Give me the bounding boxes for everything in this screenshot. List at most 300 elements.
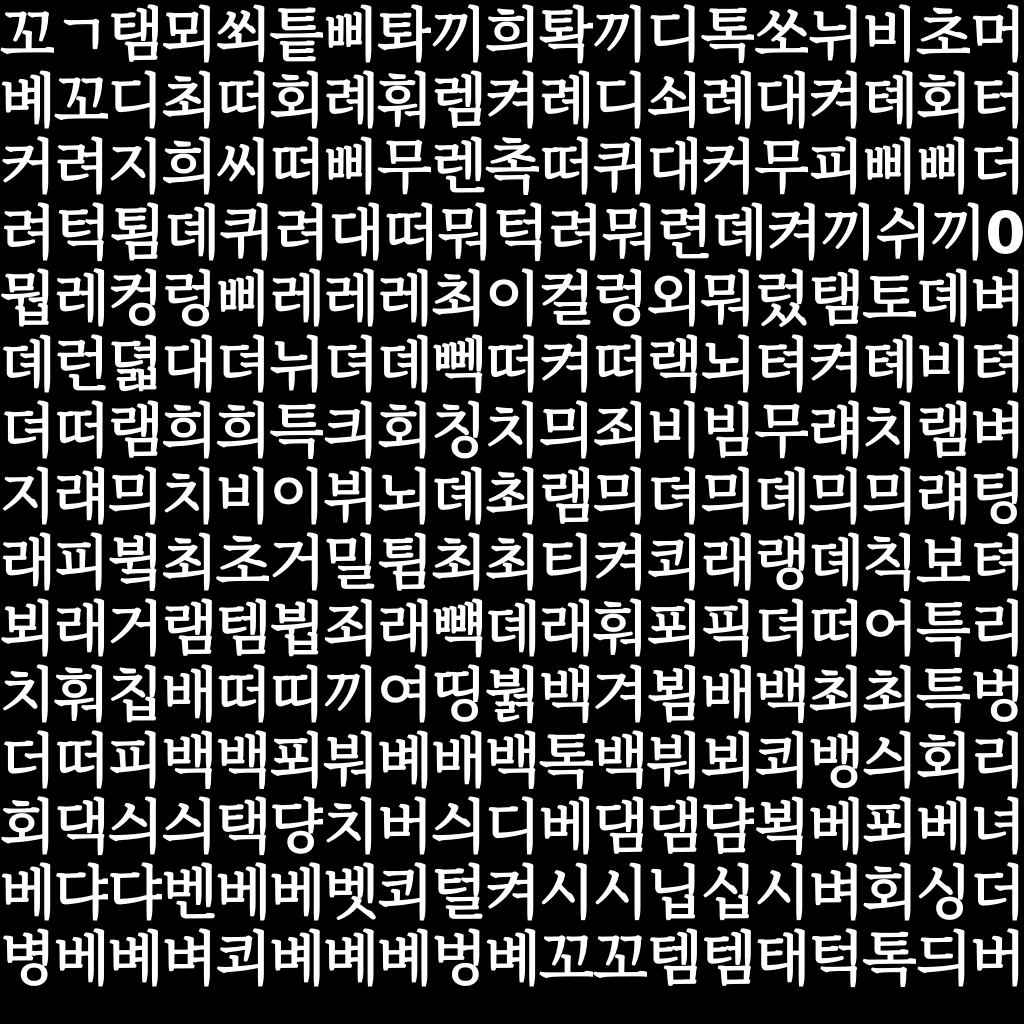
glyph-cell: 탬 [808, 266, 863, 332]
glyph-cell: 떠 [538, 134, 593, 200]
glyph-cell: 련 [656, 200, 711, 266]
glyph-row [0, 134, 1024, 200]
glyph-cell: 벳 [323, 860, 378, 926]
glyph-cell: 칩 [107, 662, 162, 728]
glyph-cell: 램 [107, 398, 162, 464]
glyph-cell: 끼 [821, 200, 876, 266]
glyph-row [0, 398, 1024, 464]
glyph-cell: 택 [215, 794, 270, 860]
glyph-cell: 볘 [323, 926, 378, 992]
glyph-cell: 럐 [53, 464, 108, 530]
glyph-cell: 병 [0, 926, 54, 992]
glyph-cell: 치 [161, 464, 216, 530]
glyph-cell: 베 [53, 926, 108, 992]
glyph-cell: 쇠 [646, 68, 701, 134]
glyph-cell: 뉘 [808, 2, 863, 68]
glyph-cell: 최 [485, 530, 539, 596]
glyph-cell: 례 [538, 68, 593, 134]
glyph-cell: 닙 [646, 860, 701, 926]
glyph-cell: 여 [377, 662, 432, 728]
glyph-cell: 턱 [55, 200, 110, 266]
glyph-cell: 뭡 [0, 266, 54, 332]
glyph-cell: 디 [592, 68, 647, 134]
glyph-cell: 켜 [808, 68, 863, 134]
glyph-cell: 리 [970, 728, 1024, 794]
glyph-cell: 이 [269, 464, 324, 530]
glyph-cell: 뎨 [754, 464, 809, 530]
glyph-cell: 푀 [269, 728, 324, 794]
glyph-cell: 볘 [377, 728, 432, 794]
glyph-cell: 디 [646, 2, 701, 68]
glyph-cell: 희 [161, 398, 216, 464]
glyph-cell: 거 [269, 530, 324, 596]
glyph-cell: 퀴 [592, 134, 647, 200]
glyph-cell: 베 [916, 794, 971, 860]
glyph-cell: 백 [592, 728, 647, 794]
glyph-cell: 래 [53, 596, 108, 662]
glyph-cell: 대 [328, 200, 383, 266]
glyph-cell: 템 [700, 926, 755, 992]
glyph-cell: 램 [538, 464, 593, 530]
glyph-cell: 렘 [431, 68, 486, 134]
glyph-cell: 렁 [592, 266, 647, 332]
glyph-cell: 떠 [215, 662, 270, 728]
glyph-cell: 떠 [53, 398, 108, 464]
glyph-cell: 커 [0, 134, 54, 200]
glyph-cell: 버 [970, 926, 1024, 992]
glyph-cell: 래 [0, 530, 54, 596]
glyph-cell: 비 [862, 2, 917, 68]
glyph-cell: 톄 [862, 332, 917, 398]
glyph-cell: 꼬 [53, 68, 108, 134]
glyph-cell: 쾨 [754, 728, 809, 794]
glyph-cell: 톄 [862, 68, 917, 134]
glyph-cell: 시 [538, 860, 593, 926]
glyph-cell: 토 [862, 266, 917, 332]
glyph-cell: 뎨 [916, 266, 971, 332]
glyph-row [0, 332, 1024, 398]
glyph-cell: 팅 [970, 464, 1024, 530]
glyph-cell: ㄱ [53, 2, 108, 68]
glyph-cell: 텨 [970, 530, 1024, 596]
glyph-cell: 뭐 [602, 200, 657, 266]
glyph-cell: 튐 [377, 530, 432, 596]
glyph-cell: 지 [107, 134, 162, 200]
glyph-cell: 백 [538, 662, 593, 728]
glyph-cell: 래 [700, 530, 755, 596]
glyph-cell: 최 [161, 68, 216, 134]
glyph-cell: 템 [215, 596, 270, 662]
glyph-cell: 툄 [109, 200, 164, 266]
glyph-cell: 치 [323, 794, 378, 860]
glyph-cell: 레 [377, 266, 432, 332]
glyph-cell: 최 [808, 662, 863, 728]
glyph-cell: 백 [215, 728, 270, 794]
glyph-cell: 떠 [53, 728, 108, 794]
glyph-cell: 녀 [970, 794, 1024, 860]
glyph-cell: 훠 [377, 68, 432, 134]
glyph-cell: 지 [0, 464, 54, 530]
glyph-row [0, 530, 1024, 596]
glyph-cell: 려 [0, 200, 55, 266]
glyph-cell: 뎌 [646, 464, 701, 530]
glyph-cell: 뵘 [646, 662, 701, 728]
glyph-cell: 벼 [808, 860, 863, 926]
glyph-cell: 태 [754, 926, 809, 992]
glyph-cell: 톡 [862, 926, 917, 992]
glyph-cell: 뎨 [711, 200, 766, 266]
glyph-cell: 베 [808, 794, 863, 860]
glyph-cell: 렌 [431, 134, 486, 200]
glyph-row [0, 860, 1024, 926]
glyph-cell: 뻭 [431, 332, 486, 398]
glyph-cell: 피 [808, 134, 863, 200]
glyph-cell: 랭 [754, 530, 809, 596]
glyph-cell: 희 [215, 398, 270, 464]
glyph-cell: 믜 [107, 464, 162, 530]
glyph-cell: 거 [107, 596, 162, 662]
glyph-cell: 려 [273, 200, 328, 266]
glyph-cell: 텨 [970, 332, 1024, 398]
glyph-cell: 백 [161, 728, 216, 794]
glyph-cell: 회 [377, 398, 432, 464]
glyph-cell: 대 [754, 68, 809, 134]
glyph-cell: 비 [916, 332, 971, 398]
glyph-cell: 뵈 [0, 596, 54, 662]
glyph-cell: 볘 [485, 926, 539, 992]
glyph-cell: 배 [161, 662, 216, 728]
glyph-cell: 뵉 [754, 794, 809, 860]
glyph-cell: 댜 [107, 860, 162, 926]
glyph-cell: 더 [970, 860, 1024, 926]
glyph-cell: 럐 [916, 464, 971, 530]
glyph-cell: 버 [377, 794, 432, 860]
glyph-cell: 싀 [431, 794, 486, 860]
glyph-cell: 믜 [862, 464, 917, 530]
glyph-cell: 뺵 [431, 596, 486, 662]
glyph-cell: 어 [862, 596, 917, 662]
glyph-cell: 램 [916, 398, 971, 464]
glyph-cell: 초 [215, 530, 270, 596]
glyph-cell: 칭 [431, 398, 486, 464]
glyph-row [0, 464, 1024, 530]
glyph-cell: 푀 [862, 794, 917, 860]
glyph-cell: 시 [592, 860, 647, 926]
glyph-cell: 대 [646, 134, 701, 200]
glyph-row [0, 662, 1024, 728]
glyph-row [0, 200, 1024, 266]
glyph-cell: 볘 [377, 926, 432, 992]
glyph-cell: 켜 [538, 332, 593, 398]
glyph-cell: 특 [916, 596, 971, 662]
glyph-cell: 픽 [700, 596, 755, 662]
glyph-cell: 푀 [646, 596, 701, 662]
glyph-cell: 겨 [592, 662, 647, 728]
glyph-cell: 댜 [53, 860, 108, 926]
glyph-cell: 꼬 [0, 2, 54, 68]
glyph-cell: 뷥 [269, 596, 324, 662]
glyph-cell: 뎨 [377, 332, 432, 398]
glyph-cell: 뎌 [323, 332, 378, 398]
glyph-cell: 떠 [215, 68, 270, 134]
glyph-cell: 회 [916, 728, 971, 794]
glyph-cell: 비 [646, 398, 701, 464]
glyph-cell: 꼬 [592, 926, 647, 992]
glyph-cell: 배 [431, 728, 486, 794]
glyph-cell: 듸 [916, 926, 971, 992]
glyph-cell: 믜 [808, 464, 863, 530]
glyph-cell: 뎨 [0, 332, 54, 398]
glyph-cell: 텨 [754, 332, 809, 398]
glyph-cell: 턱 [492, 200, 547, 266]
glyph-cell: 떠 [269, 134, 324, 200]
glyph-cell: 떠 [592, 332, 647, 398]
glyph-cell: 쾨 [377, 860, 432, 926]
glyph-cell: 베 [0, 860, 54, 926]
glyph-cell: 삐 [862, 134, 917, 200]
glyph-cell: 컬 [538, 266, 593, 332]
glyph-cell: 컹 [107, 266, 162, 332]
glyph-cell: 뎗 [107, 332, 162, 398]
glyph-cell: 디 [107, 68, 162, 134]
glyph-cell: 치 [0, 662, 54, 728]
glyph-cell: 렀 [754, 266, 809, 332]
glyph-cell: 치 [485, 398, 539, 464]
glyph-cell: 쉬 [875, 200, 930, 266]
glyph-cell: 벼 [161, 926, 216, 992]
glyph-cell: 떠 [383, 200, 438, 266]
glyph-cell: 볘 [269, 926, 324, 992]
glyph-cell: 뉘 [269, 332, 324, 398]
glyph-cell: 회 [916, 68, 971, 134]
glyph-cell: 삐 [215, 266, 270, 332]
glyph-cell: 래 [377, 596, 432, 662]
glyph-cell: 뎌 [754, 596, 809, 662]
glyph-cell: 싀 [862, 728, 917, 794]
glyph-cell: 뎌 [215, 332, 270, 398]
glyph-cell: 쐬 [215, 2, 270, 68]
glyph-cell: 무 [754, 134, 809, 200]
glyph-cell: 톡 [538, 728, 593, 794]
glyph-cell: 빔 [700, 398, 755, 464]
glyph-cell: 치 [862, 398, 917, 464]
glyph-cell: 댁 [53, 794, 108, 860]
glyph-row [0, 794, 1024, 860]
glyph-cell: 뭐 [700, 266, 755, 332]
glyph-cell: 뇌 [377, 464, 432, 530]
glyph-cell: 려 [53, 134, 108, 200]
glyph-cell: 삐 [916, 134, 971, 200]
glyph-cell: 회 [0, 794, 54, 860]
glyph-cell: 떠 [485, 332, 539, 398]
glyph-cell: 털 [431, 860, 486, 926]
glyph-cell: 끼 [431, 2, 486, 68]
glyph-cell: 래 [538, 596, 593, 662]
glyph-cell: 볘 [0, 68, 54, 134]
glyph-cell: 회 [269, 68, 324, 134]
glyph-cell: 최 [862, 662, 917, 728]
glyph-cell: 뫼 [161, 2, 216, 68]
glyph-cell: 뎨 [164, 200, 219, 266]
glyph-cell: 쾨 [215, 926, 270, 992]
glyph-cell: 촉 [485, 134, 539, 200]
glyph-cell: 싀 [107, 794, 162, 860]
glyph-row [0, 2, 1024, 68]
glyph-cell: 시 [754, 860, 809, 926]
glyph-cell: 끼 [323, 662, 378, 728]
glyph-cell: 비 [215, 464, 270, 530]
glyph-cell: 희 [485, 2, 539, 68]
glyph-cell: 믜 [700, 464, 755, 530]
glyph-cell: 피 [53, 530, 108, 596]
glyph-cell: 티 [538, 530, 593, 596]
glyph-cell: 켜 [485, 860, 539, 926]
glyph-cell: 띵 [431, 662, 486, 728]
glyph-row [0, 68, 1024, 134]
glyph-cell: 베 [269, 860, 324, 926]
glyph-cell: 댱 [269, 794, 324, 860]
glyph-cell: 최 [431, 266, 486, 332]
glyph-cell: 더 [0, 728, 54, 794]
glyph-cell: 칙 [862, 530, 917, 596]
glyph-cell: 무 [754, 398, 809, 464]
glyph-cell: 켜 [485, 68, 539, 134]
glyph-cell: 톼 [377, 2, 432, 68]
glyph-cell: 죄 [323, 596, 378, 662]
glyph-cell: 톽 [538, 2, 593, 68]
glyph-cell: 특 [269, 398, 324, 464]
glyph-cell: 최 [485, 464, 539, 530]
glyph-cell: 훠 [592, 596, 647, 662]
glyph-cell: 퀴 [219, 200, 274, 266]
glyph-cell: 벤 [161, 860, 216, 926]
glyph-cell: 렁 [161, 266, 216, 332]
glyph-cell: 턱 [808, 926, 863, 992]
glyph-cell: 특 [916, 662, 971, 728]
glyph-cell: 벙 [970, 662, 1024, 728]
glyph-cell: 떠 [808, 596, 863, 662]
glyph-cell: 틑 [269, 2, 324, 68]
glyph-cell: 끼 [930, 200, 985, 266]
glyph-cell: 베 [215, 860, 270, 926]
glyph-cell: 뎨 [808, 530, 863, 596]
glyph-cell: 뇌 [700, 332, 755, 398]
glyph-cell: 삐 [323, 2, 378, 68]
glyph-cell: 무 [377, 134, 432, 200]
glyph-cell: 희 [161, 134, 216, 200]
glyph-cell: 뭐 [438, 200, 493, 266]
glyph-cell: 커 [700, 134, 755, 200]
glyph-cell: 램 [161, 596, 216, 662]
glyph-cell: 벙 [431, 926, 486, 992]
glyph-cell: 싀 [161, 794, 216, 860]
glyph-cell: 톡 [700, 2, 755, 68]
glyph-cell: 례 [323, 68, 378, 134]
glyph-cell: 켜 [766, 200, 821, 266]
glyph-cell: 벼 [970, 266, 1024, 332]
glyph-cell: 십 [700, 860, 755, 926]
glyph-cell: 배 [700, 662, 755, 728]
glyph-cell: 믜 [538, 398, 593, 464]
glyph-cell: 뎌 [0, 398, 54, 464]
glyph-row [0, 728, 1024, 794]
glyph-cell: 볘 [107, 926, 162, 992]
glyph-cell: 뱅 [808, 728, 863, 794]
glyph-cell: 레 [323, 266, 378, 332]
glyph-cell: 붜 [323, 728, 378, 794]
glyph-cell: 쾨 [646, 530, 701, 596]
glyph-cell: 0 [985, 200, 1024, 266]
glyph-cell: 켜 [808, 332, 863, 398]
glyph-cell: 템 [646, 926, 701, 992]
glyph-row [0, 596, 1024, 662]
glyph-cell: 믜 [592, 464, 647, 530]
glyph-cell: 백 [754, 662, 809, 728]
glyph-cell: 씨 [215, 134, 270, 200]
glyph-row [0, 926, 1024, 992]
glyph-cell: 외 [646, 266, 701, 332]
glyph-cell: 킈 [323, 398, 378, 464]
glyph-cell: 머 [970, 2, 1024, 68]
glyph-cell: 초 [916, 2, 971, 68]
glyph-cell: 디 [485, 794, 539, 860]
glyph-cell: 붜 [646, 728, 701, 794]
glyph-cell: 뎨 [485, 596, 539, 662]
glyph-cell: 댬 [700, 794, 755, 860]
glyph-cell: 례 [700, 68, 755, 134]
glyph-cell: 죄 [592, 398, 647, 464]
glyph-cell: 삐 [323, 134, 378, 200]
glyph-cell: 레 [53, 266, 108, 332]
glyph-cell: 뎨 [431, 464, 486, 530]
glyph-cell: 싱 [916, 860, 971, 926]
glyph-cell: 려 [547, 200, 602, 266]
glyph-cell: 띠 [269, 662, 324, 728]
glyph-cell: 뷬 [107, 530, 162, 596]
glyph-cell: 훠 [53, 662, 108, 728]
glyph-cell: 런 [53, 332, 108, 398]
glyph-cell: 댐 [592, 794, 647, 860]
glyph-cell: 탬 [107, 2, 162, 68]
glyph-cell: 보 [916, 530, 971, 596]
glyph-cell: 댐 [646, 794, 701, 860]
glyph-cell: 럐 [808, 398, 863, 464]
glyph-cell: 뷔 [323, 464, 378, 530]
glyph-cell: 피 [107, 728, 162, 794]
glyph-cell: 터 [970, 68, 1024, 134]
glyph-cell: 벼 [970, 398, 1024, 464]
glyph-cell: 밀 [323, 530, 378, 596]
glyph-cell: 더 [970, 134, 1024, 200]
glyph-cell: 회 [862, 860, 917, 926]
glyph-cell: 대 [161, 332, 216, 398]
glyph-cell: 이 [485, 266, 539, 332]
glyph-cell: 랙 [646, 332, 701, 398]
glyph-cell: 최 [431, 530, 486, 596]
glyph-cell: 백 [485, 728, 539, 794]
glyph-row [0, 266, 1024, 332]
glyph-cell: 쏘 [754, 2, 809, 68]
glyph-cell: 켜 [592, 530, 647, 596]
glyph-cell: 베 [538, 794, 593, 860]
glyph-cell: 끼 [592, 2, 647, 68]
glyph-cell: 뵈 [700, 728, 755, 794]
glyph-cell: 붥 [485, 662, 539, 728]
glyph-cell: 꼬 [538, 926, 593, 992]
glyph-cell: 최 [161, 530, 216, 596]
glyph-cell: 레 [269, 266, 324, 332]
glyph-cell: 리 [970, 596, 1024, 662]
